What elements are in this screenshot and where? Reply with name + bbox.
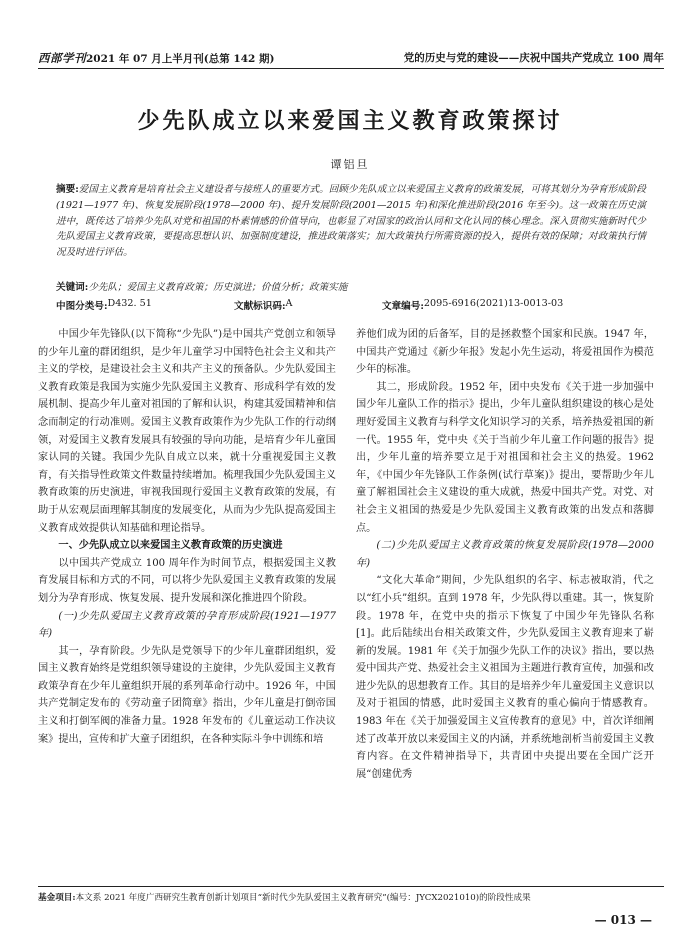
footnote-text: 本文系 2021 年度广西研究生教育创新计划项目“新时代少先队爱国主义教育研究”(编号：JYCX2021010)的阶段性成果 <box>75 893 531 903</box>
footnote <box>38 891 664 903</box>
subsection-heading: (二)少先队爱国主义教育政策的恢复发展阶段(1978—2000 年) <box>356 540 654 569</box>
paragraph: “文化大革命”期间，少先队组织的名字、标志被取消，代之以“红小兵”组织。直到 1978 年，少先队得以重建。其一，恢复阶段。1978 年，在党中央的指示下恢复了中国少年先锋队名称[1]。此后陆续出台相关政策文件，少先队爱国主义教育迎来了崭新的发展。1981 年《关于加强少先队工作的决议》指出，要以热爱中国共产党、热爱社会主义祖国为主题进行教育宣传，加强和改进少先队的思想教育工作。其目的是培养少年儿童爱国主义意识以及对于祖国的情感，此时爱国主义教育的重心偏向于情感教育。1983 年在《关于加强爱国主义宣传教育的意见》中，首次详细阐述了改革开放以来爱国主义的内涵，并系统地剖析当前爱国主义教育内容。在文件精神指导下，共青团中央提出要在全国广泛开展“创建优秀 <box>356 575 654 780</box>
paragraph: 中国少年先锋队(以下简称“少先队”)是中国共产党创立和领导的少年儿童的群团组织，是少年儿童学习中国特色社会主义和共产主义的学校，是建设社会主义和共产主义的预备队。少先队爱国主义教育政策是我国为实施少先队爱国主义教育、形成科学有效的发展机制、提高少年儿童对祖国的了解和认识，构建其爱国精神和信念而制定的行动准则。爱国主义教育政策作为少先队工作的行动纲领，对爱国主义教育发展具有较强的导向功能，是培育少年儿童国家认同的关键。我国少先队自成立以来，就十分重视爱国主义教育，有关指导性政策文件数量持续增加。梳理我国少先队爱国主义教育政策的历史演进，审视我国现行爱国主义教育政策的发展，有助于从宏观层面理解其制度的发展变化，从而为少先队提高爱国主义教育成效提供认知基础和理论指导。 <box>38 329 336 534</box>
clc-label: 中图分类号: <box>56 301 108 312</box>
clc-value: D432. 51 <box>107 298 152 309</box>
body-right-column <box>356 326 654 783</box>
section-heading: 一、少先队成立以来爱国主义教育政策的历史演进 <box>58 539 283 552</box>
abstract-label: 摘要: <box>56 184 79 195</box>
issue-info: 2021 年 07 月上半月刊(总第 142 期) <box>86 53 275 65</box>
article-title: 少先队成立以来爱国主义教育政策探讨 <box>137 108 563 134</box>
article-label: 文章编号: <box>382 301 424 312</box>
keywords-label: 关键词: <box>56 282 89 293</box>
classification-line <box>56 298 646 312</box>
header-left <box>38 50 274 66</box>
body-left-column <box>38 326 336 748</box>
section-title: 党的历史与党的建设——庆祝中国共产党成立 100 周年 <box>403 52 664 64</box>
page-number: — 013 — <box>594 913 652 927</box>
header-rule <box>38 68 664 69</box>
keywords-text: 少先队；爱国主义教育政策；历史演进；价值分析；政策实施 <box>88 282 348 293</box>
footnote-label: 基金项目: <box>38 893 76 903</box>
abstract-text: 爱国主义教育是培育社会主义建设者与接班人的重要方式。回顾少先队成立以来爱国主义教育的政策发展，可将其划分为孕育形成阶段(1921—1977 年)、恢复发展阶段(1978—2000 年)、提升发展阶段(2001—2015 年)和深化推进阶段(2016 年至今)。这一政策在历史演进中，既传达了培养少先队对党和祖国的朴素情感的价值导向，也彰显了对国家的政治认同和文化认同的核心理念。深入贯彻实施新时代少先队爱国主义教育政策，要提高思想认识、加强制度建设，推进政策落实；加大政策执行所需资源的投入，提供有效的保障；对政策执行情况及时进行评估。 <box>56 184 647 259</box>
running-header <box>38 50 664 66</box>
document-code <box>234 298 293 312</box>
article-number <box>382 298 564 312</box>
paragraph: 其二，形成阶段。1952 年，团中央发布《关于进一步加强中国少年儿童队工作的指示》提出，少年儿童队组织建设的核心是处理好爱国主义教育与科学文化知识学习的关系，培养热爱祖国的新一代。1955 年，党中央《关于当前少年儿童工作问题的报告》提出，少年儿童的培养要立足于对祖国和社会主义的热爱。1962 年，《中国少年先锋队工作条例(试行草案)》提出，要帮助少年儿童了解祖国社会主义建设的重大成就，热爱中国共产党。对党、对社会主义祖国的热爱是少先队爱国主义教育政策的出发点和落脚点。 <box>356 381 654 534</box>
doc-label: 文献标识码: <box>234 301 286 312</box>
doc-value: A <box>285 298 293 309</box>
abstract <box>56 182 646 261</box>
article-value: 2095-6916(2021)13-0013-03 <box>423 298 564 309</box>
journal-logo: 西部学刊 <box>38 51 86 65</box>
keywords <box>56 279 646 293</box>
paragraph: 以中国共产党成立 100 周年作为时间节点，根据爱国主义教育发展目标和方式的不同，可以将少先队爱国主义教育政策的发展划分为孕育形成、恢复发展、提升发展和深化推进四个阶段。 <box>38 557 336 604</box>
subsection-heading: (一)少先队爱国主义教育政策的孕育形成阶段(1921—1977 年) <box>38 610 336 640</box>
clc-number <box>56 298 152 312</box>
paragraph: 其一，孕育阶段。少先队是党领导下的少年儿童群团组织，爱国主义教育始终是党组织领导建设的主旋律，少先队爱国主义教育政策孕育在少年儿童组织开展的系列革命行动中。1926 年，中国共产党制定发布的《劳动童子团简章》指出，少年儿童是打倒帝国主义和打倒军阀的准备力量。1928 年发布的《儿童运动工作决议案》提出，宣传和扩大童子团组织，在各种实际斗争中训练和培 <box>38 645 336 745</box>
footnote-rule <box>38 886 664 887</box>
author-name: 谭铝旦 <box>330 158 370 171</box>
paragraph: 养他们成为团的后备军，目的是拯救整个国家和民族。1947 年，中国共产党通过《新少年报》发起小先生运动，将爱祖国作为模范少年的标准。 <box>356 329 654 376</box>
